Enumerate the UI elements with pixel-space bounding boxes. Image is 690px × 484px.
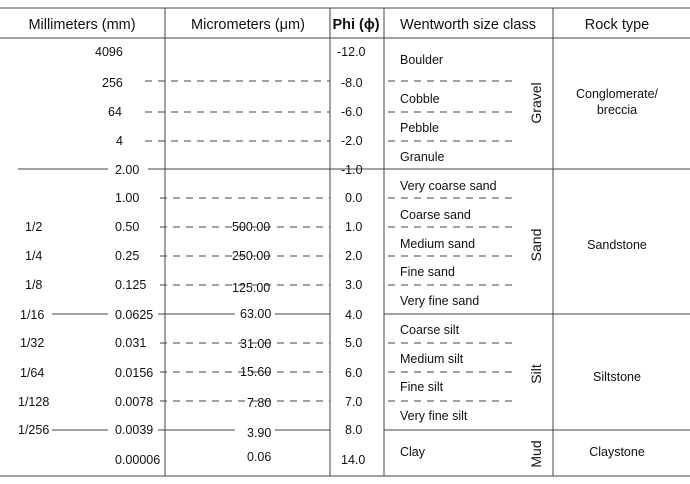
um-value: 15.60 xyxy=(240,365,272,379)
class-label: Very coarse sand xyxy=(400,179,497,193)
class-label: Pebble xyxy=(400,121,439,135)
group-label-silt: Silt xyxy=(528,364,544,384)
header-micrometers: Micrometers (μm) xyxy=(191,17,305,33)
class-label: Coarse sand xyxy=(400,208,471,222)
fraction-value: 1/128 xyxy=(18,395,50,409)
phi-value: 7.0 xyxy=(345,395,363,409)
phi-value: 5.0 xyxy=(345,336,363,350)
header-rock-type: Rock type xyxy=(584,17,650,33)
class-label: Very fine silt xyxy=(400,409,468,423)
class-label: Fine silt xyxy=(400,380,444,394)
um-value: 63.00 xyxy=(240,307,272,321)
um-value: 3.90 xyxy=(247,426,272,440)
um-value: 125.00 xyxy=(232,281,271,295)
mm-value: 1.00 xyxy=(115,191,140,205)
group-label-mud: Mud xyxy=(528,440,544,468)
phi-value: 4.0 xyxy=(345,308,363,322)
class-label: Fine sand xyxy=(400,265,455,279)
class-label: Coarse silt xyxy=(400,323,460,337)
mm-value: 64 xyxy=(108,105,122,119)
um-value: 500.00 xyxy=(232,220,271,234)
class-label: Medium silt xyxy=(400,352,464,366)
um-value: 0.06 xyxy=(247,450,272,464)
fraction-value: 1/8 xyxy=(25,278,43,292)
rock-type-label: Claystone xyxy=(589,445,645,459)
rock-type-label: Siltstone xyxy=(593,370,641,384)
um-value: 31.00 xyxy=(240,337,272,351)
mm-value: 2.00 xyxy=(115,163,140,177)
fraction-value: 1/32 xyxy=(20,336,45,350)
mm-value: 0.031 xyxy=(115,336,147,350)
fraction-value: 1/64 xyxy=(20,366,45,380)
um-value: 7.80 xyxy=(247,396,272,410)
phi-value: 6.0 xyxy=(345,366,363,380)
phi-value: 8.0 xyxy=(345,423,363,437)
phi-value: -2.0 xyxy=(341,134,363,148)
fraction-value: 1/256 xyxy=(18,423,50,437)
phi-value: -8.0 xyxy=(341,76,363,90)
phi-value: -1.0 xyxy=(341,163,363,177)
class-label: Very fine sand xyxy=(400,294,480,308)
mm-value: 4 xyxy=(116,134,123,148)
header-millimeters: Millimeters (mm) xyxy=(28,17,136,33)
mm-value: 0.125 xyxy=(115,278,147,292)
phi-value: 1.0 xyxy=(345,220,363,234)
mm-value: 0.25 xyxy=(115,249,140,263)
mm-value: 4096 xyxy=(95,45,123,59)
mm-value: 256 xyxy=(102,76,123,90)
class-label: Clay xyxy=(400,445,426,459)
rock-type-label: Sandstone xyxy=(587,238,647,252)
class-label: Medium sand xyxy=(400,237,476,251)
fraction-value: 1/16 xyxy=(20,308,45,322)
rock-type-label: Conglomerate/ xyxy=(576,87,658,101)
mm-value: 0.0078 xyxy=(115,395,154,409)
mm-value: 0.00006 xyxy=(115,453,161,467)
group-label-gravel: Gravel xyxy=(528,82,544,124)
mm-value: 0.0625 xyxy=(115,308,154,322)
phi-value: 0.0 xyxy=(345,191,363,205)
phi-value: -12.0 xyxy=(337,45,366,59)
class-label: Granule xyxy=(400,150,445,164)
phi-value: 14.0 xyxy=(341,453,366,467)
class-label: Cobble xyxy=(400,92,440,106)
fraction-value: 1/4 xyxy=(25,249,43,263)
phi-value: 3.0 xyxy=(345,278,363,292)
fraction-value: 1/2 xyxy=(25,220,43,234)
mm-value: 0.50 xyxy=(115,220,140,234)
um-value: 250.00 xyxy=(232,249,271,263)
group-label-sand: Sand xyxy=(528,228,544,262)
class-label: Boulder xyxy=(400,53,444,67)
mm-value: 0.0039 xyxy=(115,423,154,437)
header-wentworth: Wentworth size class xyxy=(400,17,536,33)
phi-value: 2.0 xyxy=(345,249,363,263)
rock-type-label: breccia xyxy=(596,103,638,117)
header-phi: Phi (ϕ) xyxy=(332,17,380,33)
phi-value: -6.0 xyxy=(341,105,363,119)
mm-value: 0.0156 xyxy=(115,366,154,380)
